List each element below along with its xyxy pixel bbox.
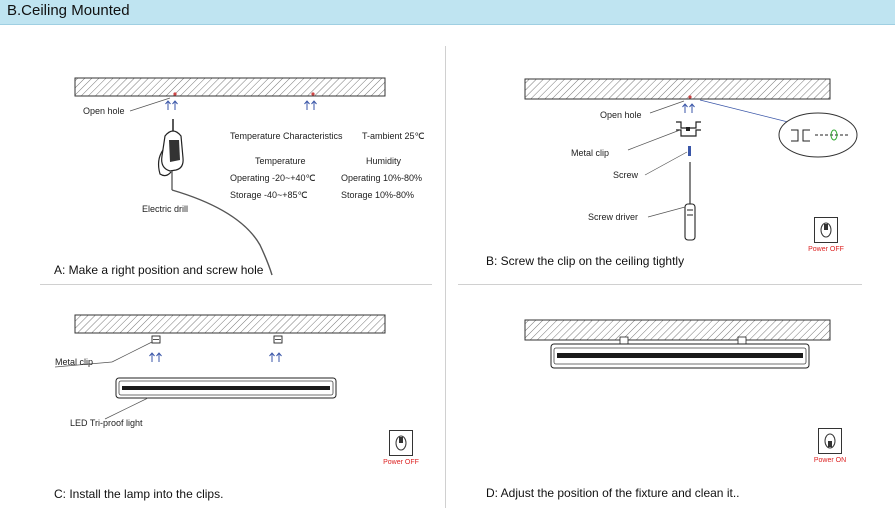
open-hole-label-b: Open hole [600,110,642,120]
screwdriver-leader-b [648,207,685,217]
storage-humidity: Storage 10%-80% [341,190,415,200]
metal-clip-leader-b [628,130,680,150]
power-switch-d [806,426,854,472]
col-humidity: Humidity [366,156,402,166]
detail-circle-icon [779,113,857,157]
power-switch-c [377,428,425,474]
storage-temp: Storage -40~+85℃ [230,190,308,200]
power-label-b: Power OFF [808,246,844,253]
led-tri-proof-light-d-icon [551,337,809,368]
metal-clip-b-icon [676,122,701,136]
power-switch-b [802,215,850,261]
open-hole-leader-b [650,101,684,113]
arrow-a2 [305,101,317,110]
t-ambient: T-ambient 25℃ [362,131,425,141]
arrow-c2 [270,353,282,362]
caption-c: C: Install the lamp into the clips. [54,487,224,501]
metal-clip-leader-c [112,342,152,362]
arrow-b1 [683,104,695,113]
clip-c2-icon [274,336,282,343]
operating-humidity: Operating 10%-80% [341,173,423,183]
caption-a: A: Make a right position and screw hole [54,263,264,277]
arrow-c1 [150,353,162,362]
arrow-a1 [166,101,178,110]
open-hole-label-a: Open hole [83,106,125,116]
col-temperature: Temperature [255,156,306,166]
hole-b1 [688,95,691,98]
section-title: B.Ceiling Mounted [7,2,130,19]
power-label-d: Power ON [813,457,847,464]
screw-driver-label: Screw driver [588,212,639,222]
led-tri-proof-light-c-icon [116,378,336,398]
ceiling-d [525,320,830,340]
power-off-icon [389,430,413,456]
screwdriver-icon [685,162,695,240]
caption-b: B: Screw the clip on the ceiling tightly [486,254,685,268]
metal-clip-label-c: Metal clip [55,357,94,367]
hole-a2 [311,92,314,95]
power-label-c: Power OFF [383,459,419,466]
ceiling-c [75,315,385,333]
ceiling-b [525,79,830,99]
ceiling-a [75,78,385,96]
operating-temp: Operating -20~+40℃ [230,173,316,183]
open-hole-leader-a [130,98,170,111]
led-light-label-c: LED Tri-proof light [70,418,143,428]
led-light-leader-c [105,398,148,419]
caption-d: D: Adjust the position of the fixture and clean it.. [486,486,740,500]
detail-leader-b [700,100,788,122]
power-on-icon [818,428,842,454]
screw-label: Screw [613,170,639,180]
screw-b-icon [688,146,691,156]
power-off-icon [814,217,838,243]
metal-clip-label-b: Metal clip [571,148,610,158]
electric-drill-label: Electric drill [142,204,189,214]
temp-char-title: Temperature Characteristics [230,131,343,141]
screw-leader-b [645,152,687,175]
hole-a1 [173,92,176,95]
clip-c1-icon [152,336,160,343]
